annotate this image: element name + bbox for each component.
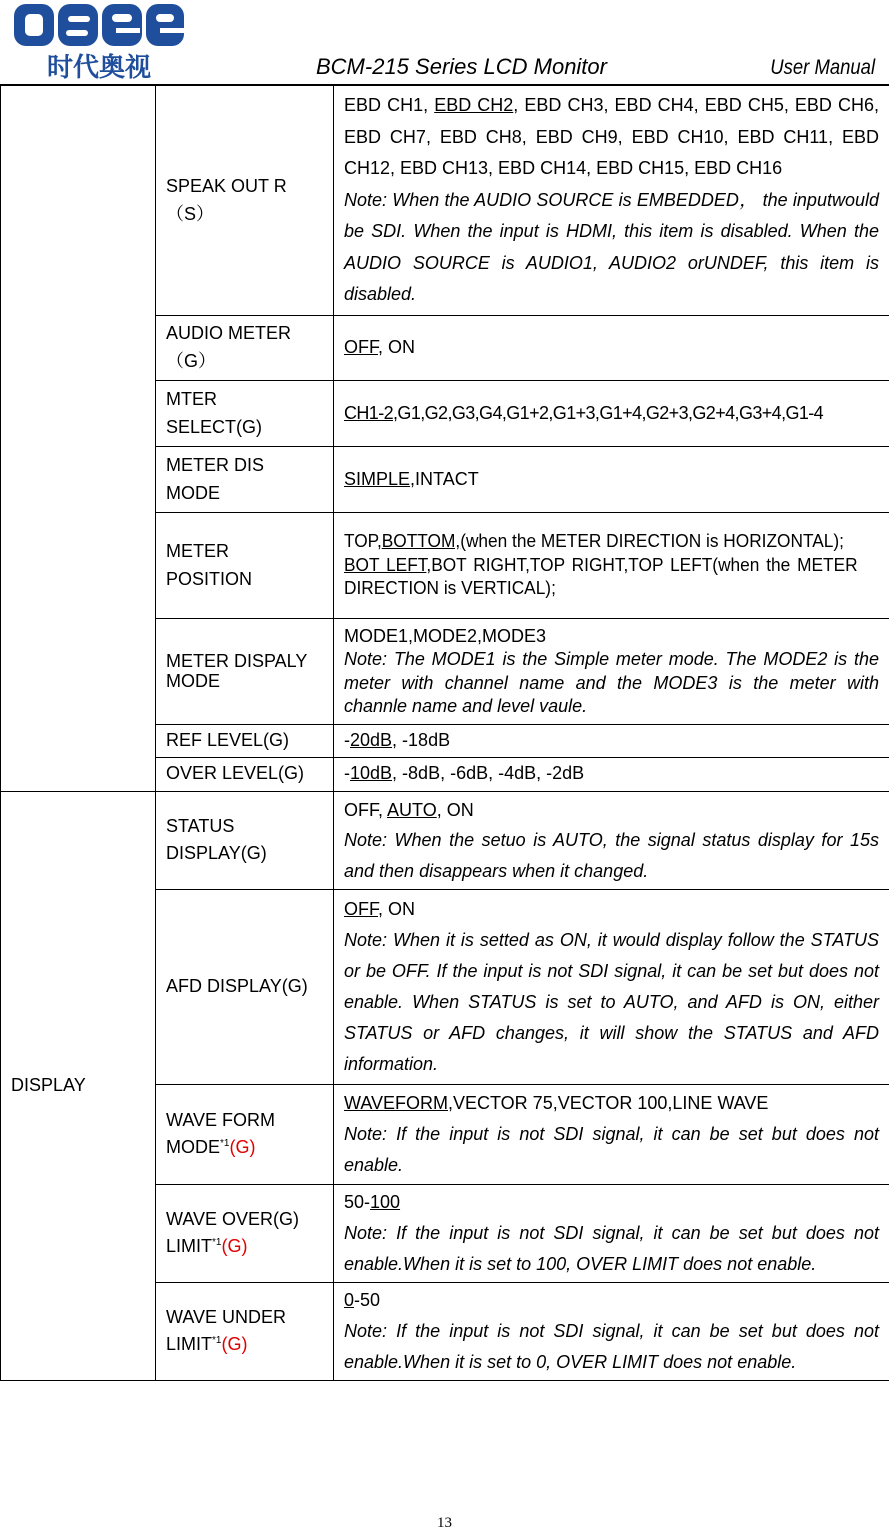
item-mter-select [156, 381, 334, 447]
item-speak-out-r [156, 86, 334, 316]
default-value: 20dB [350, 730, 393, 750]
note-text: Note: If the input is not SDI signal, it can be set but does not enable.When it is set to 100, OVER LIMIT does not enable. [344, 1222, 879, 1274]
page-number: 13 [437, 1515, 452, 1531]
item-wave-over-limit [156, 1184, 334, 1282]
item-label-text: WAVE FORM MODE [166, 1109, 275, 1158]
item-audio-meter [156, 316, 334, 381]
group-marker: (G) [221, 1334, 248, 1355]
value-text: MODE1,MODE2,MODE3 [344, 625, 547, 646]
default-value: AUTO [387, 799, 437, 820]
default-value: BOT LEFT [344, 554, 427, 575]
table-row [1, 791, 889, 889]
value-speak-out-r [334, 86, 889, 316]
value-wave-form-mode [334, 1084, 889, 1184]
item-label: METER DIS MODE [166, 454, 265, 503]
value-text: OFF, [344, 799, 388, 820]
item-over-level [156, 757, 334, 791]
value-text: ,INTACT [410, 468, 479, 489]
item-label: SPEAK OUT R [166, 175, 287, 196]
value-ref-level [334, 725, 889, 758]
value-over-level [334, 757, 889, 791]
item-label [166, 1206, 316, 1262]
item-label [166, 1107, 286, 1163]
default-value: BOTTOM, [381, 531, 461, 552]
item-meter-position [156, 513, 334, 619]
item-label: OVER LEVEL(G) [166, 763, 305, 784]
value-text: ,VECTOR 75,VECTOR 100,LINE WAVE [448, 1092, 769, 1113]
item-label: AFD DISPLAY(G) [166, 975, 308, 996]
value-audio-meter [334, 316, 889, 381]
document-type: User Manual [770, 56, 875, 79]
logo-graphic [12, 2, 186, 82]
value-status-display [334, 791, 889, 889]
value-text: - [344, 763, 350, 784]
category-cell-empty [1, 86, 156, 792]
footnote-marker: *1 [212, 1237, 222, 1249]
value-meter-position [334, 513, 889, 619]
table-row [1, 86, 889, 316]
default-value: 100 [370, 1191, 401, 1212]
value-text: , EBD CH3, EBD CH4, EBD CH5, EBD CH6, EBD CH7, EBD CH8, EBD CH9, EBD CH10, EBD CH11, EBD CH12, EBD CH13, EBD CH14, EBD CH15, EBD CH16 [344, 95, 880, 179]
value-text: ,G1,G2,G3,G4,G1+2,G1+3,G1+4,G2+3,G2+4,G3+4,G1-4 [393, 402, 824, 423]
category-label: DISPLAY [11, 1074, 86, 1095]
value-text: -50 [354, 1289, 381, 1310]
value-afd-display [334, 889, 889, 1084]
default-value: OFF [344, 899, 378, 920]
default-value: EBD CH2 [434, 95, 514, 116]
value-meter-dis-mode [334, 447, 889, 513]
default-value: OFF [344, 337, 378, 358]
item-label [166, 1304, 306, 1360]
value-wave-under-limit [334, 1282, 889, 1380]
item-label: METER POSITION [166, 540, 253, 589]
note-text: Note: If the input is not SDI signal, it can be set but does not enable.When it is set to 0, OVER LIMIT does not enable. [344, 1320, 879, 1372]
default-value: 0 [344, 1289, 355, 1310]
default-value: CH1-2 [344, 402, 394, 423]
footnote-marker: *1 [220, 1138, 230, 1150]
value-text: , ON [378, 337, 416, 358]
value-wave-over-limit [334, 1184, 889, 1282]
item-meter-dis-mode [156, 447, 334, 513]
default-value: 10dB [350, 763, 393, 784]
item-label-suffix: （G） [166, 351, 217, 371]
value-text: ,BOT RIGHT,TOP RIGHT,TOP LEFT(when the METER DIRECTION is VERTICAL); [344, 554, 858, 599]
value-text: 50- [344, 1191, 371, 1212]
value-text: TOP, [344, 531, 382, 552]
item-wave-under-limit [156, 1282, 334, 1380]
item-label: MTER SELECT(G) [166, 388, 263, 437]
group-marker: (G) [221, 1236, 248, 1257]
group-marker: (G) [229, 1137, 256, 1158]
default-value: WAVEFORM [344, 1092, 448, 1113]
value-text: EBD CH1, [344, 95, 435, 116]
document-title: BCM-215 Series LCD Monitor [316, 54, 607, 79]
item-label: REF LEVEL(G) [166, 730, 290, 750]
logo-cn-text: 时代奥视 [46, 53, 152, 82]
value-meter-dispaly-mode [334, 619, 889, 725]
item-ref-level [156, 725, 334, 758]
note-text: Note: If the input is not SDI signal, it can be set but does not enable. [344, 1123, 879, 1175]
item-afd-display [156, 889, 334, 1084]
item-label-text: WAVE UNDER LIMIT [166, 1306, 287, 1355]
item-meter-dispaly-mode [156, 619, 334, 725]
item-label: AUDIO METER [166, 323, 292, 344]
value-mter-select [334, 381, 889, 447]
value-text: , -8dB, -6dB, -4dB, -2dB [392, 763, 585, 784]
footnote-marker: *1 [212, 1335, 222, 1347]
value-text: , -18dB [392, 730, 451, 750]
note-text: Note: When it is setted as ON, it would display follow the STATUS or be OFF. If the input is not SDI signal, it can be set but does not enable. When STATUS is set to AUTO, and AFD is ON, either STATUS or AFD changes, it will show the STATUS and AFD information. [344, 929, 879, 1074]
settings-table [0, 85, 889, 1381]
category-display [1, 791, 156, 1380]
value-vertical [344, 554, 858, 601]
default-value: SIMPLE [344, 468, 411, 489]
value-horizontal [344, 530, 858, 553]
value-text: (when the METER DIRECTION is HORIZONTAL); [460, 531, 844, 552]
value-text: , ON [436, 799, 474, 820]
note-text: Note: When the setuo is AUTO, the signal status display for 15s and then disappears when it changed. [344, 830, 879, 881]
item-label-suffix: （S） [166, 203, 215, 224]
item-label-text: WAVE OVER(G) LIMIT [166, 1208, 300, 1257]
item-label: METER DISPALY MODE [166, 650, 308, 691]
value-text: - [344, 730, 350, 750]
note-text: Note: When the AUDIO SOURCE is EMBEDDED， the inputwould be SDI. When the input is HDMI, this item is disabled. When the AUDIO SOURCE is AUDIO1, AUDIO2 orUNDEF, this item is disabled. [344, 189, 879, 305]
value-text: , ON [378, 899, 416, 920]
item-wave-form-mode [156, 1084, 334, 1184]
item-label: STATUS DISPLAY(G) [166, 815, 267, 864]
note-text: Note: The MODE1 is the Simple meter mode. The MODE2 is the meter with channel name and the MODE3 is the meter with channle name and level vaule. [344, 649, 879, 716]
item-status-display [156, 791, 334, 889]
osee-logo [12, 2, 186, 82]
